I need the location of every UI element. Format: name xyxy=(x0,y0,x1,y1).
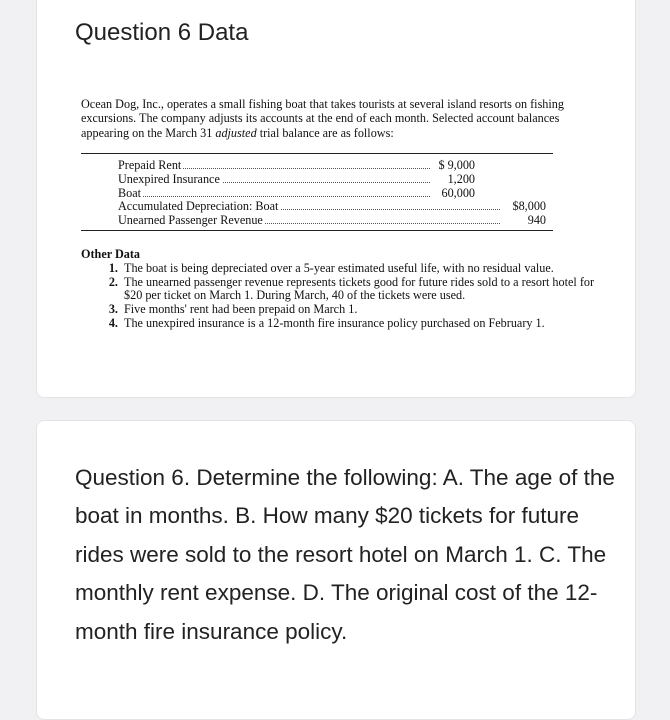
trial-balance-row xyxy=(81,158,553,172)
debit-amount: 1,200 xyxy=(447,171,475,186)
leader-dots xyxy=(118,186,430,197)
question-prompt-card xyxy=(36,420,636,720)
other-data-item: 1. The boat is being depreciated over a 5-year estimated useful life, with no residual value. xyxy=(121,262,601,276)
other-data-list xyxy=(81,262,601,331)
credit-amount: $8,000 xyxy=(512,199,546,214)
other-data-item: 4. The unexpired insurance is a 12-month fire insurance policy purchased on February 1. xyxy=(121,317,601,331)
account-name: Accumulated Depreciation: Boat xyxy=(118,199,279,214)
account-name: Unearned Passenger Revenue xyxy=(118,213,263,228)
trial-balance-row xyxy=(81,186,553,200)
other-data-item: 2. The unearned passenger revenue represents tickets good for future rides sold to a resort hotel for $20 per ticket on March 1. During March, 40 of the tickets were used. xyxy=(121,276,601,304)
question-prompt: Question 6. Determine the following: A. The age of the boat in months. B. How many $20 tickets for future rides were sold to the resort hotel on March 1. C. The monthly rent expense. D. The original cost of the 12-month fire insurance policy. xyxy=(75,465,615,644)
other-data-section xyxy=(81,248,601,331)
other-data-title: Other Data xyxy=(81,247,141,261)
debit-amount: $ 9,000 xyxy=(438,158,475,172)
question-data-card xyxy=(36,0,636,398)
card-title: Question 6 Data xyxy=(75,19,249,46)
intro-text-1: Ocean Dog, Inc., operates a small fishing boat that takes tourists at several island resorts on fishing excursions. The company adjusts its accounts at the end of each month. Selected account balances appearing on the March 31 xyxy=(81,97,564,140)
account-name: Boat xyxy=(118,185,142,200)
trial-balance-row xyxy=(81,213,553,227)
account-name: Unexpired Insurance xyxy=(118,171,220,186)
trial-balance-row xyxy=(81,199,553,213)
other-data-item: 3. Five months' rent had been prepaid on March 1. xyxy=(121,303,601,317)
trial-balance-row xyxy=(81,172,553,186)
debit-amount: 60,000 xyxy=(441,185,475,200)
intro-text-2: trial balance are as follows: xyxy=(256,125,394,140)
intro-italic: adjusted xyxy=(215,125,257,140)
intro-paragraph xyxy=(81,97,571,140)
trial-balance-table xyxy=(81,153,553,231)
credit-amount: 940 xyxy=(527,213,546,228)
account-name: Prepaid Rent xyxy=(118,158,182,172)
